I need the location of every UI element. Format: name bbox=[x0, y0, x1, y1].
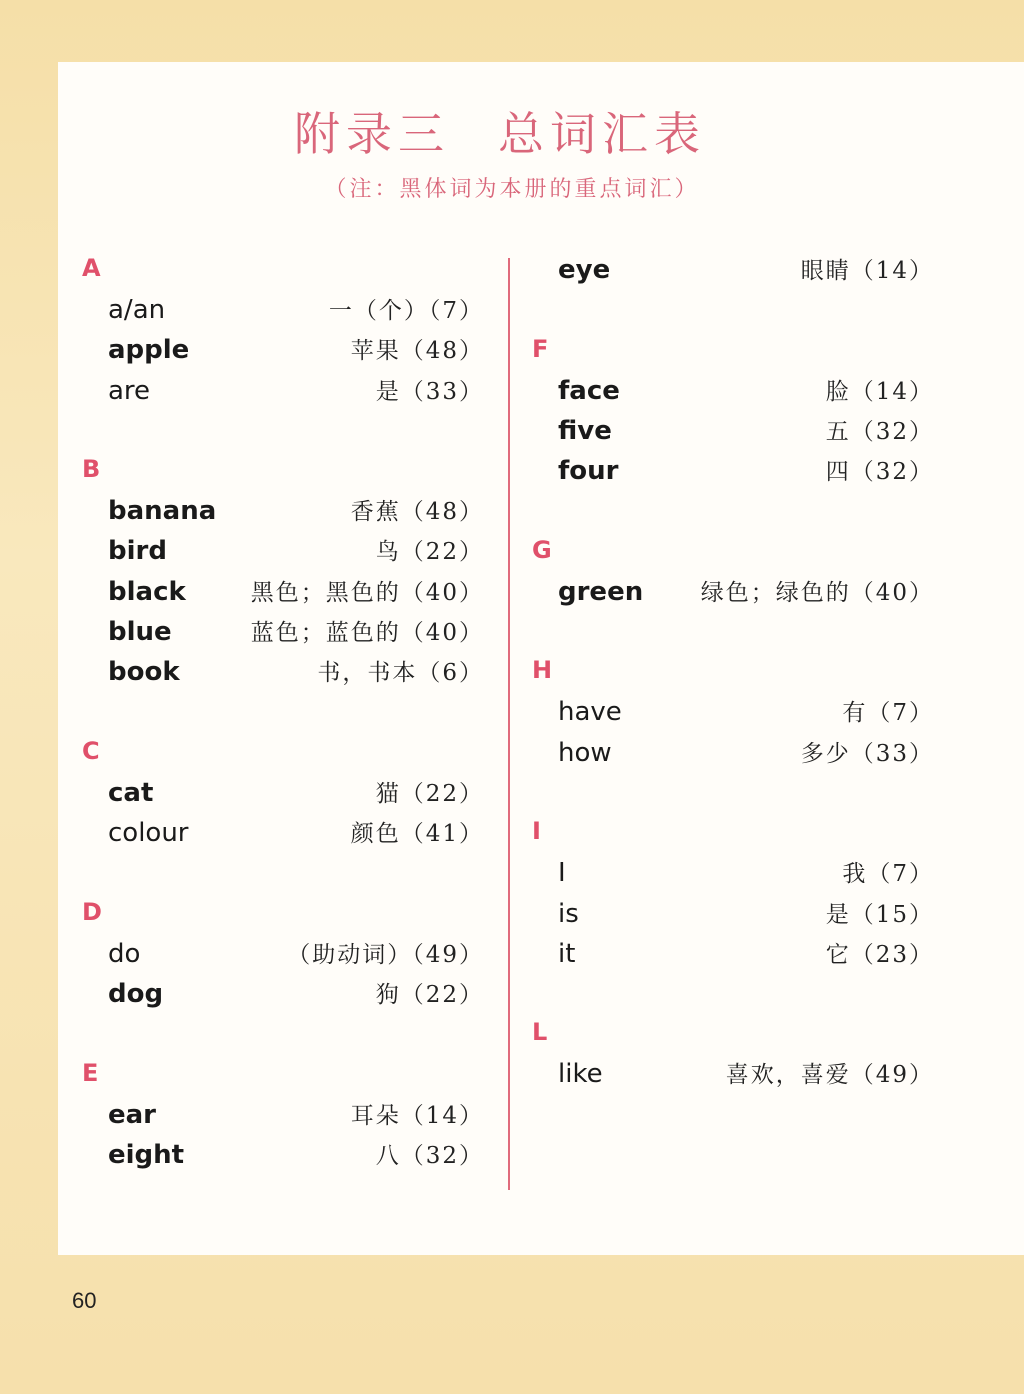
section-letter: F bbox=[532, 334, 549, 363]
left-column bbox=[82, 252, 484, 1177]
column-divider bbox=[508, 258, 510, 1190]
section-letter: B bbox=[82, 455, 101, 484]
glossary-entry bbox=[532, 896, 934, 936]
letter-section bbox=[532, 1016, 934, 1096]
entry-word: book bbox=[108, 657, 180, 688]
glossary-entry bbox=[82, 614, 484, 654]
entry-word: black bbox=[108, 576, 186, 607]
section-letter: H bbox=[532, 656, 553, 685]
entry-meaning: 狗（22） bbox=[375, 982, 484, 1009]
entry-meaning: 鸟（22） bbox=[375, 539, 484, 566]
glossary-entry bbox=[532, 413, 934, 453]
glossary-entry bbox=[532, 936, 934, 976]
glossary-entry bbox=[532, 735, 934, 775]
entry-meaning: 喜欢，喜爱（49） bbox=[725, 1062, 934, 1089]
section-letter: A bbox=[82, 254, 101, 282]
section-gap bbox=[532, 493, 934, 533]
section-letter: D bbox=[82, 897, 102, 926]
section-gap bbox=[82, 695, 484, 735]
section-gap bbox=[532, 292, 934, 332]
entry-word: I bbox=[558, 858, 566, 889]
entry-word: it bbox=[558, 938, 576, 969]
entry-word: apple bbox=[108, 335, 190, 366]
letter-section bbox=[82, 453, 484, 735]
entry-meaning: 猫（22） bbox=[375, 780, 484, 807]
entry-meaning: 苹果（48） bbox=[350, 338, 484, 365]
entry-word: dog bbox=[108, 979, 164, 1010]
entry-meaning: 有（7） bbox=[842, 700, 934, 727]
section-letter: G bbox=[532, 535, 552, 564]
entry-word: how bbox=[558, 737, 612, 768]
letter-section bbox=[532, 333, 934, 534]
entry-meaning: 五（32） bbox=[825, 418, 934, 445]
entry-meaning: 眼睛（14） bbox=[800, 258, 934, 284]
entry-word: are bbox=[108, 375, 151, 406]
entry-meaning: 八（32） bbox=[375, 1143, 484, 1170]
section-gap bbox=[532, 775, 934, 815]
glossary-entry bbox=[532, 252, 934, 292]
entry-meaning: 耳朵（14） bbox=[350, 1102, 484, 1129]
title-note: （注：黑体词为本册的重点词汇） bbox=[324, 177, 700, 202]
entry-meaning: 脸（14） bbox=[825, 378, 934, 405]
entry-word: is bbox=[558, 898, 579, 929]
glossary-entry bbox=[82, 493, 484, 533]
entry-meaning: （助动词）（49） bbox=[287, 941, 484, 968]
page-number: 60 bbox=[72, 1288, 97, 1313]
letter-section bbox=[82, 252, 484, 453]
glossary-entry bbox=[532, 453, 934, 493]
entry-word: green bbox=[558, 576, 644, 607]
section-gap bbox=[532, 614, 934, 654]
glossary-entry bbox=[532, 574, 934, 614]
right-column bbox=[532, 252, 934, 1097]
section-letter: C bbox=[82, 736, 100, 765]
section-letter: I bbox=[532, 817, 541, 846]
entry-meaning: 绿色；绿色的（40） bbox=[700, 579, 934, 606]
section-letter: L bbox=[532, 1018, 548, 1047]
letter-section bbox=[82, 896, 484, 1057]
glossary-entry bbox=[82, 654, 484, 694]
entry-word: blue bbox=[108, 617, 172, 648]
entry-word: like bbox=[558, 1059, 603, 1090]
glossary-entry bbox=[82, 332, 484, 372]
entry-meaning: 多少（33） bbox=[800, 740, 934, 767]
entry-meaning: 一（个）（7） bbox=[328, 298, 484, 324]
entry-word: bird bbox=[108, 536, 167, 567]
entry-word: five bbox=[558, 415, 612, 446]
entry-word: banana bbox=[108, 496, 217, 527]
glossary-entry bbox=[532, 373, 934, 413]
letter-section bbox=[82, 735, 484, 896]
entry-word: have bbox=[558, 697, 622, 728]
section-letter: E bbox=[82, 1058, 99, 1087]
entry-word: four bbox=[558, 456, 619, 487]
entry-word: do bbox=[108, 938, 141, 969]
glossary-entry bbox=[82, 373, 484, 413]
glossary-entry bbox=[82, 574, 484, 614]
glossary-entry bbox=[82, 815, 484, 855]
entry-meaning: 香蕉（48） bbox=[350, 499, 484, 526]
entry-word: colour bbox=[108, 818, 189, 849]
glossary-entry bbox=[82, 1097, 484, 1137]
entry-word: cat bbox=[108, 777, 154, 808]
entry-meaning: 蓝色；蓝色的（40） bbox=[250, 620, 484, 647]
section-gap bbox=[82, 413, 484, 453]
entry-word: a/an bbox=[108, 295, 166, 325]
letter-section bbox=[532, 534, 934, 655]
entry-meaning: 是（33） bbox=[375, 378, 484, 405]
entry-word: eye bbox=[558, 255, 611, 285]
entry-meaning: 我（7） bbox=[842, 861, 934, 888]
page-title bbox=[0, 98, 1000, 164]
section-gap bbox=[82, 1016, 484, 1056]
letter-section bbox=[532, 654, 934, 815]
letter-section bbox=[532, 815, 934, 1016]
entry-meaning: 是（15） bbox=[825, 901, 934, 928]
letter-section bbox=[532, 252, 934, 333]
entry-meaning: 颜色（41） bbox=[350, 821, 484, 848]
entry-word: eight bbox=[108, 1140, 185, 1171]
entry-meaning: 四（32） bbox=[825, 459, 934, 486]
glossary-entry bbox=[82, 1137, 484, 1177]
entry-meaning: 黑色；黑色的（40） bbox=[250, 579, 484, 606]
title-part2: 总词汇表 bbox=[498, 107, 706, 161]
glossary-entry bbox=[82, 292, 484, 332]
entry-meaning: 它（23） bbox=[825, 941, 934, 968]
glossary-entry bbox=[82, 533, 484, 573]
glossary-entry bbox=[82, 775, 484, 815]
glossary-entry bbox=[532, 694, 934, 734]
entry-word: ear bbox=[108, 1099, 157, 1130]
section-gap bbox=[82, 856, 484, 896]
glossary-entry bbox=[82, 936, 484, 976]
section-gap bbox=[532, 976, 934, 1016]
letter-section bbox=[82, 1057, 484, 1178]
title-part1: 附录三 bbox=[294, 107, 450, 161]
glossary-entry bbox=[532, 1056, 934, 1096]
glossary-entry bbox=[532, 855, 934, 895]
entry-meaning: 书，书本（6） bbox=[317, 660, 484, 687]
glossary-entry bbox=[82, 976, 484, 1016]
entry-word: face bbox=[558, 375, 620, 406]
